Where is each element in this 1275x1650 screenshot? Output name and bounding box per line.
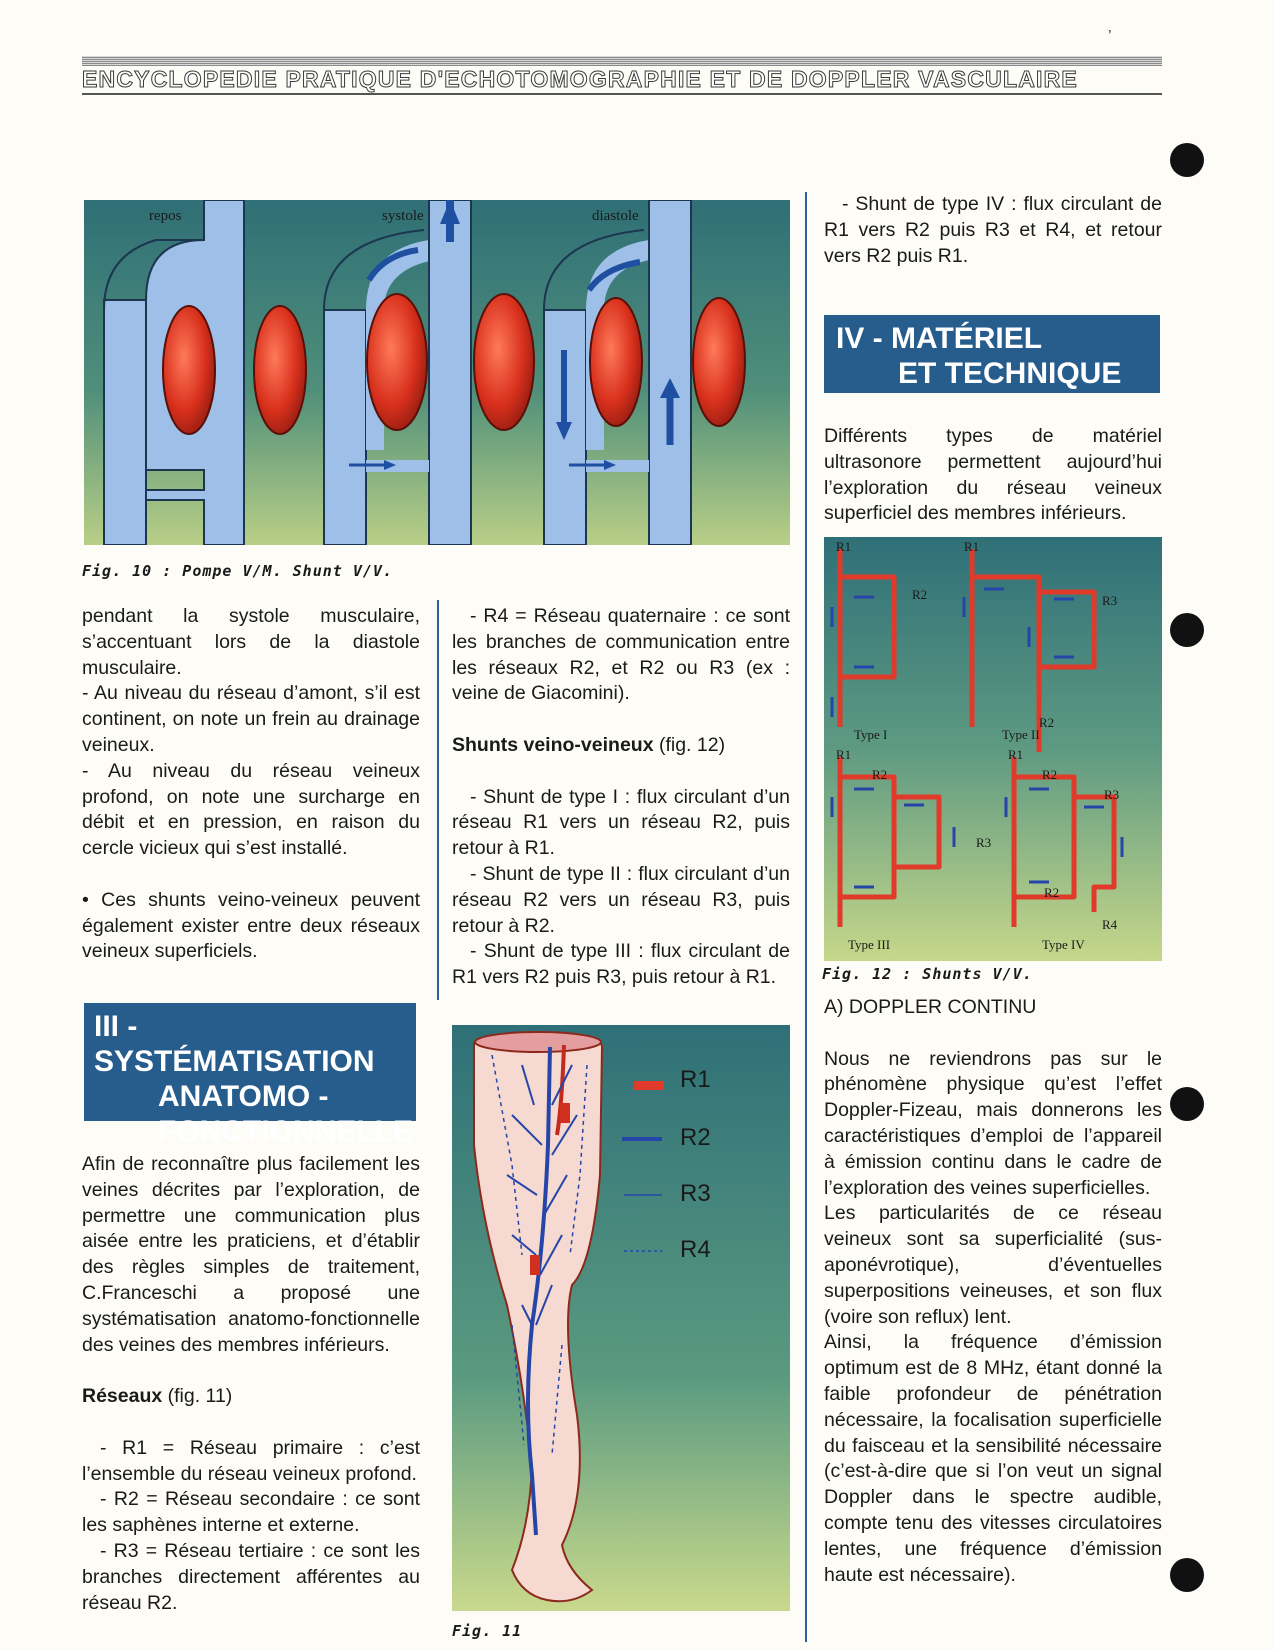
paragraph: Nous ne reviendrons pas sur le phénomène physique qu’est l’effet Doppler-Fizeau, mais donnerons les caractéristiques d’emploi de l’appareil à émission continu dans le cadre de l’exploration des veines superficielles. xyxy=(824,1047,1162,1199)
list-item: - Shunt de type I : flux circulant d’un réseau R1 vers un réseau R2, puis retour à R1. xyxy=(452,785,790,860)
r1-marker xyxy=(560,1103,570,1123)
r1-marker xyxy=(530,1255,540,1275)
figure-10-caption: Fig. 10 : Pompe V/M. Shunt V/V. xyxy=(82,562,393,580)
muscle-ellipse xyxy=(590,298,642,426)
running-header-title: ENCYCLOPEDIE PRATIQUE D'ECHOTOMOGRAPHIE ET DE DOPPLER VASCULAIRE xyxy=(82,66,1078,92)
fig12-label: R1 xyxy=(836,539,852,554)
paragraph: - Au niveau du réseau veineux profond, on note une surcharge en débit et en pression, en raison du cercle vicieux qui s’est installé. xyxy=(82,759,420,860)
column-3-intro xyxy=(824,424,1162,527)
figure-11-caption: Fig. 11 xyxy=(452,1622,523,1640)
figure-10-pump-diagram xyxy=(84,200,790,545)
section-4-heading-line: IV - MATÉRIEL xyxy=(836,322,1043,355)
figure-12-caption: Fig. 12 : Shunts V/V. xyxy=(822,965,1033,983)
fig12-label: R1 xyxy=(1008,747,1024,762)
subheading-text: Réseaux xyxy=(82,1385,163,1408)
fig12-label: R2 xyxy=(1042,767,1058,782)
paragraph: Afin de reconnaître plus facilement les veines décrites par l’exploration, de permettre une communication plus aisée entre les praticiens, et d’établir des règles simples de traitement, C.Franceschi a proposé une systématisation anatomo-fonctionnelle des veines des membres inférieurs. xyxy=(82,1153,420,1356)
section-3-heading-line: FONCTIONNELLE xyxy=(158,1115,413,1148)
fig10-label-diastole: diastole xyxy=(592,208,639,224)
fig12-label: R2 xyxy=(1039,715,1055,730)
column-1-body xyxy=(82,604,420,965)
column-1-body-2 xyxy=(82,1152,420,1616)
fig10-label-rest: repos xyxy=(149,208,182,224)
fig12-label: R3 xyxy=(976,835,992,850)
list-item: - Shunt de type II : flux circulant d’un réseau R2 vers un réseau R3, puis retour à R2. xyxy=(452,862,790,937)
figure-11-leg-diagram xyxy=(452,1025,790,1611)
column-3-top xyxy=(824,192,1162,269)
paragraph: pendant la systole musculaire, s’accentuant lors de la diastole musculaire. xyxy=(82,605,420,679)
header-rule xyxy=(82,93,1162,95)
deep-vein-panel-systole xyxy=(429,200,471,545)
fig12-label: R3 xyxy=(1104,787,1120,802)
muscle-ellipse xyxy=(163,306,215,434)
section-4-heading xyxy=(824,315,1160,393)
section-3-heading xyxy=(84,1003,416,1148)
figure-reference: (fig. 11) xyxy=(162,1385,233,1408)
paragraph: • Ces shunts veino-veineux peuvent également exister entre deux réseaux veineux superficiels. xyxy=(82,888,420,963)
fig12-label: Type III xyxy=(848,937,891,952)
fig12-label: Type II xyxy=(1002,727,1040,742)
figure-12-shunt-diagram xyxy=(824,537,1162,961)
legend-swatch-r1 xyxy=(634,1081,664,1090)
deep-vein-panel-diastole xyxy=(649,200,691,545)
legend-label-r2: R2 xyxy=(680,1124,711,1151)
fig12-label: R1 xyxy=(964,539,980,554)
list-item: - R4 = Réseau quaternaire : ce sont les branches de communication entre les réseaux R2, et R2 ou R3 (ex : veine de Giacomini). xyxy=(452,605,790,705)
legend-label-r1: R1 xyxy=(680,1066,711,1093)
paragraph: - Au niveau du réseau d’amont, s’il est continent, on note un frein au drainage veineux. xyxy=(82,682,420,756)
column-2-body xyxy=(452,604,790,991)
list-item: - Shunt de type III : flux circulant de R1 vers R2 puis R3, puis retour à R1. xyxy=(452,940,790,989)
binder-hole xyxy=(1170,613,1204,647)
fig12-label: Type I xyxy=(854,727,888,742)
section-3-heading-line: III - SYSTÉMATISATION xyxy=(94,1010,375,1078)
binder-hole xyxy=(1170,1087,1204,1121)
section-4-heading-line: ET TECHNIQUE xyxy=(898,357,1122,390)
list-item: - R2 = Réseau secondaire : ce sont les saphènes interne et externe. xyxy=(82,1488,420,1537)
subheading-reseaux xyxy=(82,1384,420,1410)
paragraph: Différents types de matériel ultrasonore permettent aujourd’hui l’exploration du réseau veineux superficiel des membres inférieurs. xyxy=(824,425,1162,525)
fig12-label: R1 xyxy=(836,747,852,762)
muscle-ellipse xyxy=(254,306,306,434)
list-item: - R3 = Réseau tertiaire : ce sont les branches directement afférentes au réseau R2. xyxy=(82,1539,420,1614)
muscle-ellipse xyxy=(693,298,745,426)
fig12-label: R4 xyxy=(1102,917,1118,932)
column-3-body xyxy=(824,995,1162,1588)
muscle-ellipse xyxy=(367,294,427,430)
binder-hole xyxy=(1170,143,1204,177)
fig12-label: Type IV xyxy=(1042,937,1085,952)
paragraph: Les particularités de ce réseau veineux sont sa superficialité (sus-aponévrotique), d’éventuelles superpositions veineuses, et son flux (voire son reflux) lent. xyxy=(824,1202,1162,1328)
column-rule xyxy=(805,192,807,1642)
subheading-shunts xyxy=(452,733,790,759)
section-3-heading-line: ANATOMO - xyxy=(158,1080,329,1113)
fig12-label: R3 xyxy=(1102,593,1118,608)
subheading-text: Shunts veino-veineux xyxy=(452,733,654,756)
header-stripe-bar xyxy=(82,56,1162,66)
legend-label-r4: R4 xyxy=(680,1236,711,1263)
fig12-label: R2 xyxy=(872,767,888,782)
fig12-label: R2 xyxy=(912,587,928,602)
binder-hole xyxy=(1170,1558,1204,1592)
fig12-label: R2 xyxy=(1044,885,1060,900)
paragraph: Ainsi, la fréquence d’émission optimum est de 8 MHz, étant donné la faible profondeur de pénétration nécessaire, la focalisation superficielle du faisceau et la sensibilité nécessaire (c’est-à-dire que si l’on veut un signal Doppler dans le spectre audible, compte tenu des vitesses circulatoires lentes, une fréquence d’émission haute est nécessaire). xyxy=(824,1331,1162,1586)
figure-reference: (fig. 12) xyxy=(653,733,726,756)
legend-label-r3: R3 xyxy=(680,1180,711,1207)
page-mark: ’ xyxy=(1108,28,1112,45)
subheading-doppler: A) DOPPLER CONTINU xyxy=(824,996,1037,1018)
list-item: - Shunt de type IV : flux circulant de R1 vers R2 puis R3 et R4, et retour vers R2 puis R1. xyxy=(824,193,1162,267)
list-item: - R1 = Réseau primaire : c’est l’ensemble du réseau veineux profond. xyxy=(82,1436,420,1485)
column-rule xyxy=(437,600,439,1000)
fig10-label-systole: systole xyxy=(382,208,424,224)
muscle-ellipse xyxy=(474,294,534,430)
